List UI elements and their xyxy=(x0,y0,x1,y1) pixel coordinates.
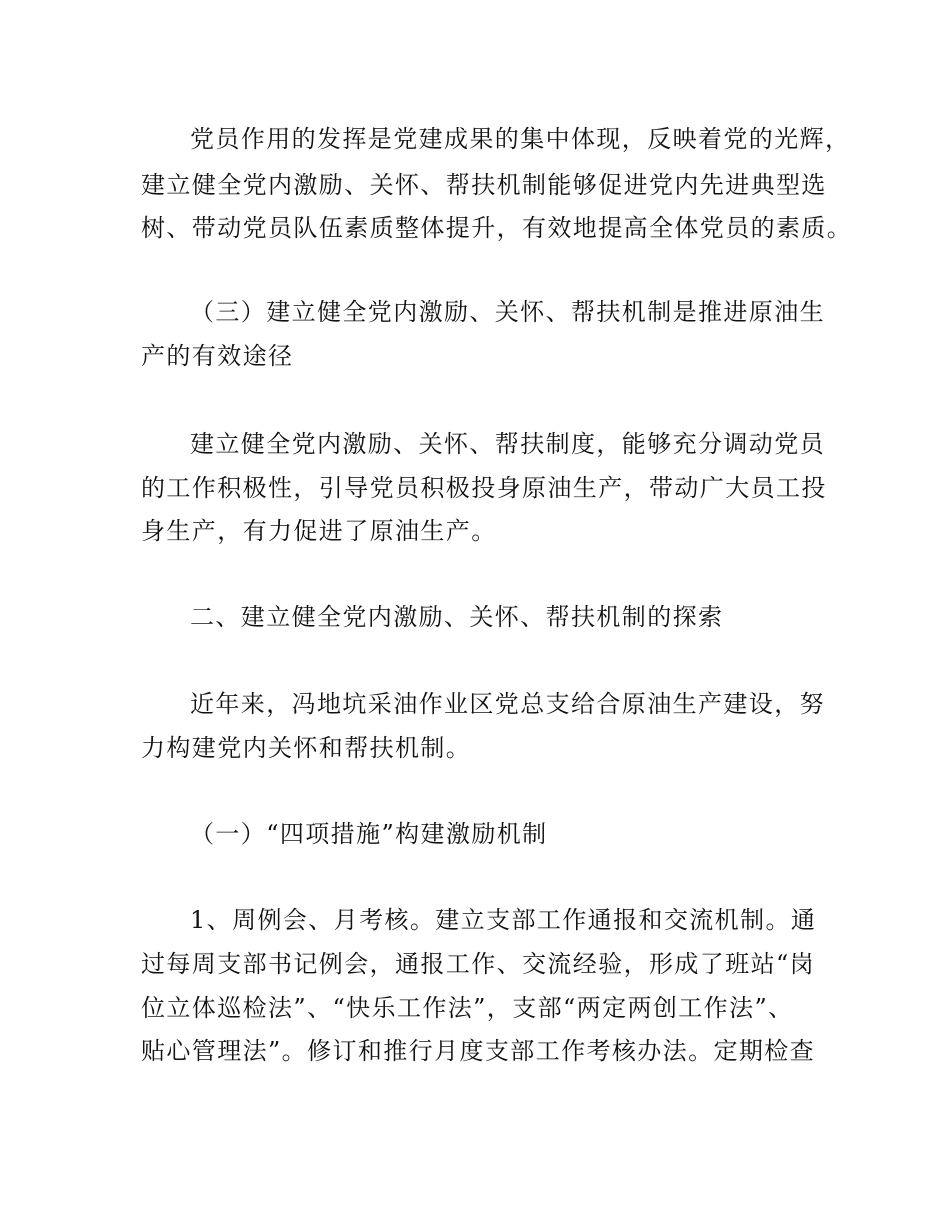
section-heading: （一）“四项措施”构建激励机制 xyxy=(190,820,548,848)
paragraph-line: 树、带动党员队伍素质整体提升，有效地提高全体党员的素质。 xyxy=(141,214,853,242)
section-heading: 二、建立健全党内激励、关怀、帮扶机制的探索 xyxy=(190,603,724,631)
paragraph-line: 近年来，冯地坑采油作业区党总支给合原油生产建设，努 xyxy=(190,690,825,718)
paragraph-line: 建立健全党内激励、关怀、帮扶机制能够促进党内先进典型选 xyxy=(141,171,827,199)
paragraph-line: 的工作积极性，引导党员积极投身原油生产，带动广大员工投 xyxy=(141,474,827,502)
paragraph-line: 过每周支部书记例会，通报工作、交流经验，形成了班站“岗 xyxy=(141,950,816,978)
paragraph-line: 贴心管理法”。修订和推行月度支部工作考核办法。定期检查 xyxy=(141,1037,816,1065)
paragraph-line: 1、周例会、月考核。建立支部工作通报和交流机制。通 xyxy=(190,906,817,934)
section-heading: （三）建立健全党内激励、关怀、帮扶机制是推进原油生 xyxy=(190,298,825,326)
paragraph-line: 身生产，有力促进了原油生产。 xyxy=(141,517,497,545)
paragraph-line: 建立健全党内激励、关怀、帮扶制度，能够充分调动党员 xyxy=(190,430,825,458)
section-heading: 产的有效途径 xyxy=(141,342,294,370)
paragraph-line: 党员作用的发挥是党建成果的集中体现，反映着党的光辉， xyxy=(190,125,851,153)
paragraph-line: 位立体巡检法”、“快乐工作法”，支部“两定两创工作法”、 xyxy=(141,994,794,1022)
paragraph-line: 力构建党内关怀和帮扶机制。 xyxy=(141,734,472,762)
